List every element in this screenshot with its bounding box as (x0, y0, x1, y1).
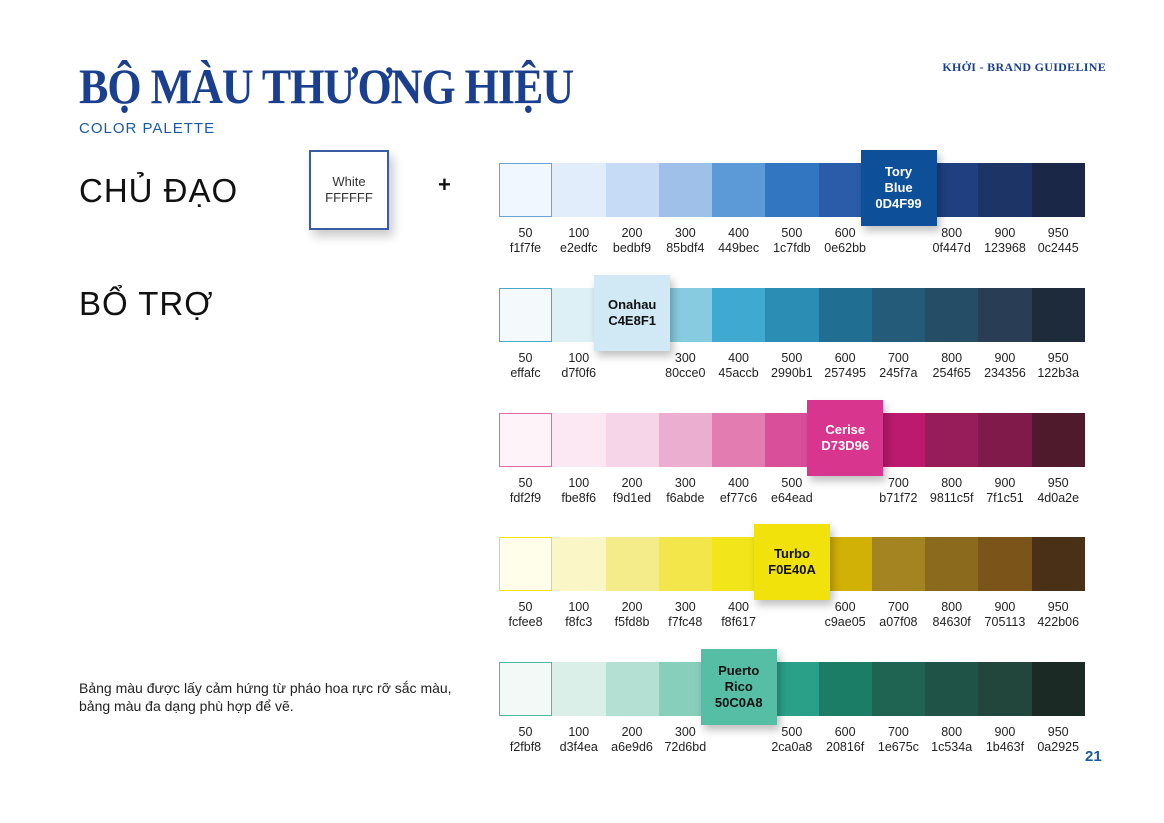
shade-hex: f8f617 (721, 615, 756, 629)
swatch-label (499, 351, 552, 381)
color-swatch (552, 413, 605, 467)
shade-hex: c9ae05 (824, 615, 866, 629)
shade-labels (499, 351, 1085, 391)
featured-color-card (807, 400, 883, 476)
shade-hex: fcfee8 (508, 615, 543, 629)
shade-hex: b71f72 (879, 491, 918, 505)
swatch-label (1032, 476, 1085, 506)
shade-number: 500 (781, 226, 803, 240)
color-swatch (819, 288, 872, 342)
section-primary-heading: CHỦ ĐẠO (79, 172, 239, 209)
color-swatch (499, 662, 552, 716)
color-swatch (1032, 662, 1085, 716)
shade-hex: 7f1c51 (986, 491, 1024, 505)
featured-color-text: D73D96 (821, 438, 870, 453)
shade-number: 400 (728, 476, 749, 490)
shade-number: 100 (568, 725, 590, 739)
color-swatch (659, 163, 712, 217)
swatch-label (552, 476, 605, 506)
shade-number: 900 (994, 476, 1016, 490)
color-swatch (925, 662, 978, 716)
shade-hex: 4d0a2e (1037, 491, 1080, 505)
shade-labels (499, 600, 1085, 640)
swatch-label (606, 600, 659, 630)
shade-hex: 1b463f (985, 740, 1025, 754)
shade-hex: 85bdf4 (666, 241, 705, 255)
shade-hex: 123968 (984, 241, 1026, 255)
color-swatch (819, 662, 872, 716)
color-swatch (765, 288, 818, 342)
featured-color-text: 50C0A8 (714, 695, 763, 710)
swatch-label (712, 600, 765, 630)
color-swatch (925, 288, 978, 342)
color-swatch (978, 662, 1031, 716)
shade-number: 900 (994, 226, 1016, 240)
shade-number: 100 (568, 351, 590, 365)
featured-color-text: Onahau (607, 297, 657, 312)
palette-puerto-rico (499, 662, 1085, 772)
shade-number: 400 (728, 351, 749, 365)
shade-hex: 45accb (718, 366, 759, 380)
color-swatch (606, 413, 659, 467)
shade-hex: 80cce0 (665, 366, 706, 380)
palette-turbo (499, 537, 1085, 647)
shade-hex: 20816f (826, 740, 865, 754)
color-swatch (606, 662, 659, 716)
swatch-label (552, 600, 605, 630)
color-swatch (978, 413, 1031, 467)
swatch-label (872, 476, 925, 506)
swatch-label (712, 476, 765, 506)
page-title: BỘ MÀU THƯƠNG HIỆU (79, 59, 574, 114)
shade-hex: e64ead (771, 491, 813, 505)
color-swatch (499, 288, 552, 342)
swatch-label (872, 351, 925, 381)
page-number: 21 (1085, 748, 1102, 765)
swatch-label (925, 600, 978, 630)
shade-hex: f8fc3 (565, 615, 593, 629)
shade-hex: 72d6bd (664, 740, 707, 754)
featured-color-card (594, 275, 670, 351)
shade-hex: 422b06 (1037, 615, 1080, 629)
swatch-label (819, 226, 872, 256)
shade-hex: 254f65 (932, 366, 971, 380)
shade-number: 800 (941, 725, 963, 739)
color-swatch (1032, 413, 1085, 467)
shade-number: 700 (887, 476, 909, 490)
color-swatch (872, 662, 925, 716)
color-swatch (978, 288, 1031, 342)
shade-number: 300 (674, 725, 696, 739)
shade-number: 300 (674, 351, 696, 365)
shade-hex: f5fd8b (614, 615, 650, 629)
color-swatch (712, 413, 765, 467)
swatch-label (659, 476, 712, 506)
shade-hex: 84630f (932, 615, 971, 629)
swatch-label (712, 226, 765, 256)
swatch-label (659, 351, 712, 381)
shade-hex: f9d1ed (612, 491, 652, 505)
shade-number: 700 (887, 600, 909, 614)
shade-number: 950 (1047, 600, 1069, 614)
shade-hex: 0f447d (932, 241, 971, 255)
featured-color-card (754, 524, 830, 600)
shade-hex: fbe8f6 (561, 491, 597, 505)
shade-number: 700 (887, 351, 909, 365)
shade-number: 950 (1047, 226, 1069, 240)
color-swatch (552, 163, 605, 217)
color-swatch (872, 288, 925, 342)
shade-number: 100 (568, 226, 590, 240)
color-swatch (978, 537, 1031, 591)
shade-hex: 1c534a (931, 740, 973, 754)
shade-hex: 245f7a (879, 366, 918, 380)
shade-number: 700 (887, 725, 909, 739)
shade-hex: 1e675c (877, 740, 919, 754)
shade-number: 950 (1047, 725, 1069, 739)
swatch-label (499, 725, 552, 755)
palette-tory-blue (499, 163, 1085, 273)
shade-number: 600 (834, 725, 856, 739)
swatch-label (606, 476, 659, 506)
shade-number: 600 (834, 351, 856, 365)
palette-cerise (499, 413, 1085, 523)
shade-hex: d7f0f6 (561, 366, 597, 380)
shade-number: 950 (1047, 476, 1069, 490)
color-swatch (552, 662, 605, 716)
swatch-label (659, 725, 712, 755)
color-swatch (552, 537, 605, 591)
white-color-card (309, 150, 389, 230)
shade-hex: bedbf9 (612, 241, 652, 255)
featured-color-card (861, 150, 937, 226)
swatch-label (659, 226, 712, 256)
white-color-hex: FFFFFF (325, 190, 373, 205)
swatch-label (499, 226, 552, 256)
shade-number: 950 (1047, 351, 1069, 365)
white-color-name: White (332, 174, 366, 189)
shade-number: 400 (728, 600, 749, 614)
color-strip (499, 413, 1085, 467)
shade-hex: 0c2445 (1037, 241, 1079, 255)
color-swatch (606, 163, 659, 217)
shade-number: 800 (941, 600, 963, 614)
plus-sign: + (438, 172, 451, 197)
swatch-label (712, 351, 765, 381)
featured-color-text: Rico (724, 679, 753, 694)
shade-labels (499, 226, 1085, 266)
shade-number: 300 (674, 226, 696, 240)
swatch-label (552, 725, 605, 755)
shade-hex: 705113 (984, 615, 1026, 629)
color-swatch (712, 288, 765, 342)
shade-hex: 2ca0a8 (771, 740, 813, 754)
shade-hex: a07f08 (879, 615, 918, 629)
shade-hex: 234356 (984, 366, 1026, 380)
shade-hex: 2990b1 (771, 366, 813, 380)
color-swatch (872, 537, 925, 591)
color-swatch (499, 413, 552, 467)
swatch-label (978, 476, 1031, 506)
shade-hex: a6e9d6 (611, 740, 653, 754)
shade-hex: effafc (510, 366, 541, 380)
palette-description: Bảng màu được lấy cảm hứng từ pháo hoa rực rỡ sắc màu, bảng màu đa dạng phù hợp để vẽ. (79, 680, 452, 714)
shade-number: 900 (994, 351, 1016, 365)
shade-hex: 257495 (824, 366, 866, 380)
color-swatch (978, 163, 1031, 217)
swatch-label (765, 351, 818, 381)
shade-number: 900 (994, 600, 1016, 614)
swatch-label (819, 600, 872, 630)
color-strip (499, 662, 1085, 716)
page-subtitle: COLOR PALETTE (79, 120, 216, 137)
shade-number: 600 (834, 600, 856, 614)
color-strip (499, 163, 1085, 217)
swatch-label (819, 351, 872, 381)
shade-hex: f6abde (666, 491, 705, 505)
shade-number: 200 (621, 600, 643, 614)
color-swatch (765, 163, 818, 217)
swatch-label (499, 476, 552, 506)
swatch-label (925, 476, 978, 506)
shade-number: 800 (941, 476, 963, 490)
color-swatch (925, 413, 978, 467)
shade-hex: ef77c6 (719, 491, 758, 505)
featured-color-text: Tory (884, 164, 913, 179)
swatch-label (606, 725, 659, 755)
shade-number: 200 (621, 476, 643, 490)
shade-hex: fdf2f9 (509, 491, 542, 505)
featured-color-text: Blue (884, 180, 913, 195)
color-swatch (712, 163, 765, 217)
swatch-label (925, 226, 978, 256)
swatch-label (552, 226, 605, 256)
shade-hex: f2fbf8 (509, 740, 542, 754)
color-swatch (499, 537, 552, 591)
shade-hex: d3f4ea (559, 740, 598, 754)
shade-number: 300 (674, 476, 696, 490)
swatch-label (925, 351, 978, 381)
shade-number: 100 (568, 476, 590, 490)
shade-number: 50 (518, 600, 533, 614)
color-swatch (606, 537, 659, 591)
swatch-label (925, 725, 978, 755)
color-swatch (659, 537, 712, 591)
swatch-label (872, 725, 925, 755)
color-swatch (659, 413, 712, 467)
shade-hex: 449bec (718, 241, 760, 255)
swatch-label (606, 226, 659, 256)
featured-color-text: F0E40A (768, 562, 816, 577)
swatch-label (1032, 600, 1085, 630)
shade-hex: f7fc48 (668, 615, 703, 629)
swatch-label (872, 600, 925, 630)
shade-number: 400 (728, 226, 749, 240)
shade-labels (499, 725, 1085, 765)
shade-hex: 0e62bb (824, 241, 866, 255)
shade-hex: 1c7fdb (773, 241, 811, 255)
section-secondary-heading: BỔ TRỢ (79, 285, 214, 322)
color-swatch (1032, 537, 1085, 591)
color-strip (499, 288, 1085, 342)
color-swatch (925, 537, 978, 591)
color-swatch (1032, 163, 1085, 217)
swatch-label (978, 600, 1031, 630)
swatch-label (765, 476, 818, 506)
swatch-label (819, 725, 872, 755)
color-swatch (1032, 288, 1085, 342)
swatch-label (765, 226, 818, 256)
shade-number: 800 (941, 351, 963, 365)
swatch-label (499, 600, 552, 630)
featured-color-text: 0D4F99 (875, 196, 922, 211)
shade-number: 200 (621, 725, 643, 739)
shade-number: 50 (518, 476, 533, 490)
featured-color-text: C4E8F1 (608, 313, 657, 328)
shade-number: 300 (674, 600, 696, 614)
shade-number: 600 (834, 226, 856, 240)
featured-color-text: Cerise (825, 422, 866, 437)
shade-number: 100 (568, 600, 590, 614)
shade-number: 800 (941, 226, 963, 240)
swatch-label (659, 600, 712, 630)
swatch-label (765, 725, 818, 755)
shade-number: 500 (781, 351, 803, 365)
shade-number: 50 (518, 351, 533, 365)
shade-number: 50 (518, 226, 533, 240)
swatch-label (1032, 725, 1085, 755)
shade-hex: 0a2925 (1037, 740, 1080, 754)
shade-hex: f1f7fe (509, 241, 542, 255)
shade-number: 900 (994, 725, 1016, 739)
shade-number: 50 (518, 725, 533, 739)
swatch-label (978, 351, 1031, 381)
shade-number: 500 (781, 476, 803, 490)
brand-guideline-label: KHỞI - BRAND GUIDELINE (942, 60, 1106, 74)
featured-color-card (701, 649, 777, 725)
shade-labels (499, 476, 1085, 516)
swatch-label (978, 725, 1031, 755)
shade-hex: 9811c5f (929, 491, 974, 505)
shade-number: 500 (781, 725, 803, 739)
shade-hex: e2edfc (560, 241, 598, 255)
color-swatch (499, 163, 552, 217)
palette-onahau (499, 288, 1085, 398)
swatch-label (1032, 226, 1085, 256)
featured-color-text: Puerto (718, 663, 760, 678)
swatch-label (978, 226, 1031, 256)
swatch-label (1032, 351, 1085, 381)
shade-hex: 122b3a (1037, 366, 1080, 380)
featured-color-text: Turbo (774, 546, 810, 561)
shade-number: 200 (621, 226, 643, 240)
swatch-label (552, 351, 605, 381)
